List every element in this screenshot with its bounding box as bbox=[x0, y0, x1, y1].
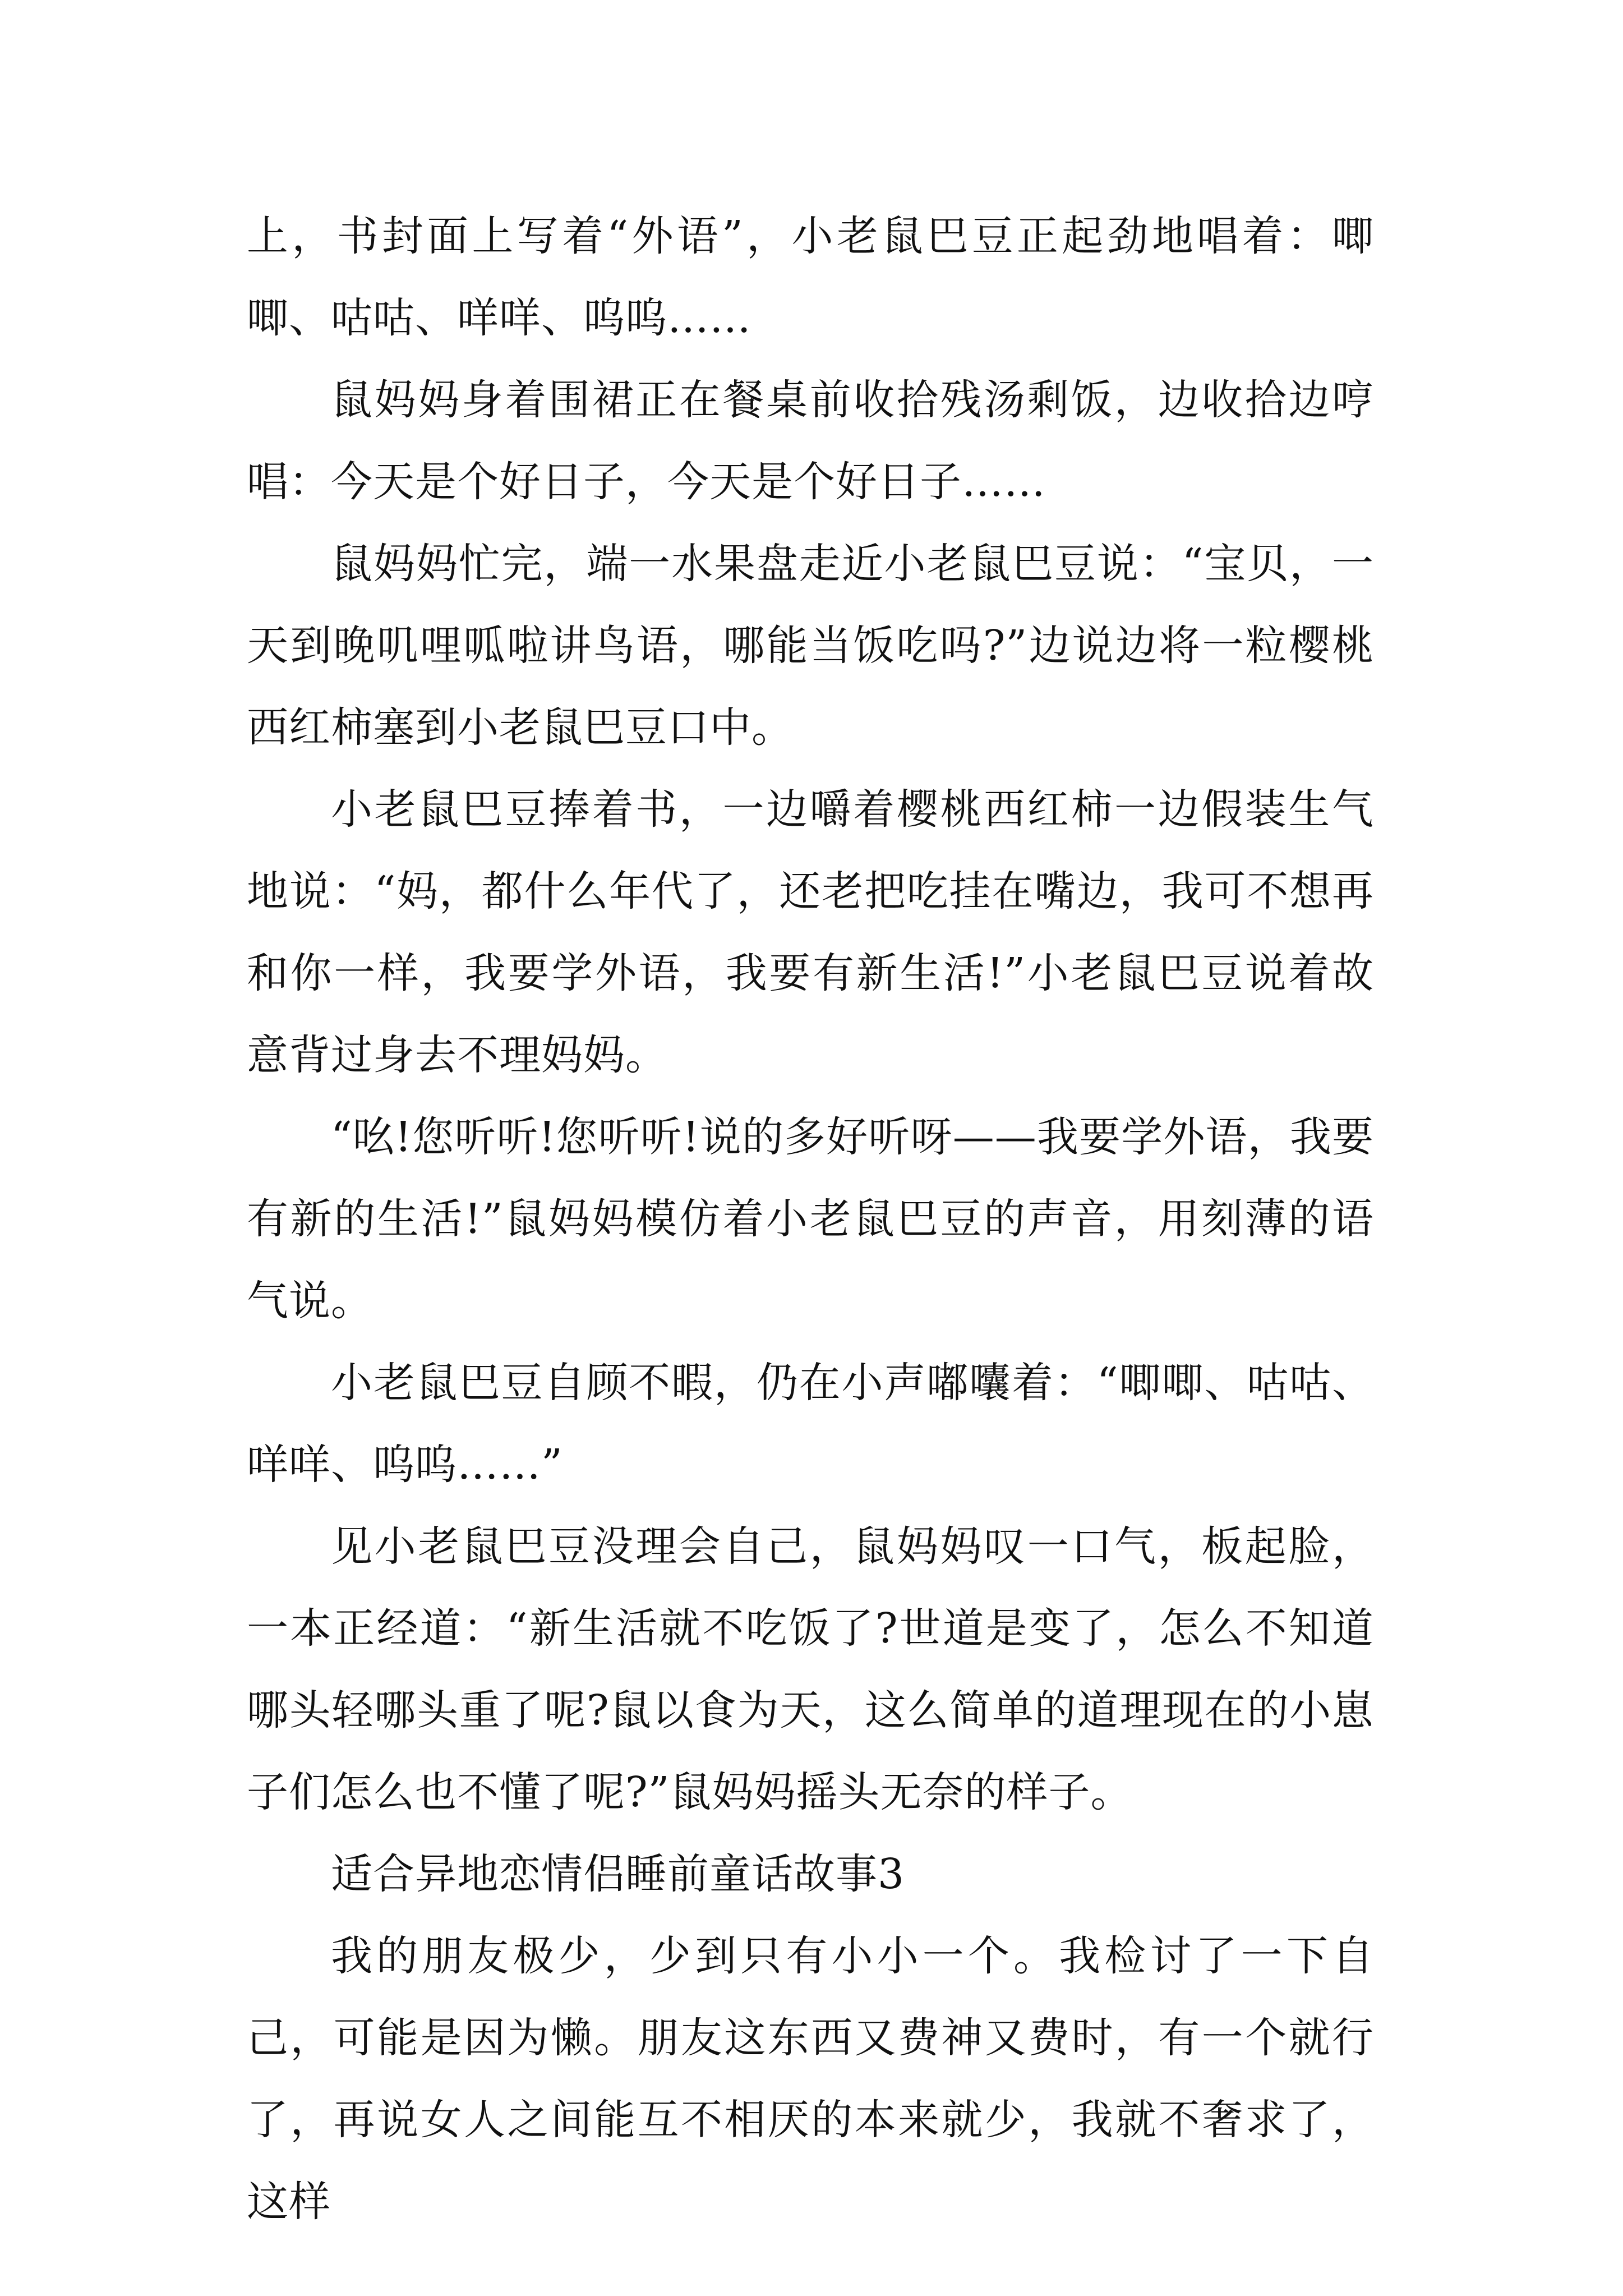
paragraph-8: 我的朋友极少，少到只有小小一个。我检讨了一下自己，可能是因为懒。朋友这东西又费神又费时，有一个就行了，再说女人之间能互不相厌的本来就少，我就不奢求了，这样 bbox=[247, 1932, 1374, 2226]
paragraph-3: 鼠妈妈忙完，端一水果盘走近小老鼠巴豆说：“宝贝，一天到晚叽哩呱啦讲鸟语，哪能当饭吃吗?”边说边将一粒樱桃西红柿塞到小老鼠巴豆口中。 bbox=[247, 540, 1374, 752]
document-body bbox=[247, 195, 1374, 2243]
section-heading: 适合异地恋情侣睡前童话故事3 bbox=[331, 1850, 905, 1898]
paragraph-2: 鼠妈妈身着围裙正在餐桌前收拾残汤剩饭，边收拾边哼唱：今天是个好日子，今天是个好日子…… bbox=[247, 376, 1374, 506]
paragraph-1: 上，书封面上写着“外语”，小老鼠巴豆正起劲地唱着：唧唧、咕咕、咩咩、呜呜…… bbox=[247, 212, 1374, 342]
paragraph-6: 小老鼠巴豆自顾不暇，仍在小声嘟囔着：“唧唧、咕咕、咩咩、呜呜……” bbox=[247, 1359, 1374, 1489]
paragraph-7: 见小老鼠巴豆没理会自己，鼠妈妈叹一口气，板起脸，一本正经道：“新生活就不吃饭了?世道是变了，怎么不知道哪头轻哪头重了呢?鼠以食为天，这么简单的道理现在的小崽子们怎么也不懂了呢?”鼠妈妈摇头无奈的样子。 bbox=[247, 1522, 1374, 1816]
paragraph-5: “吆!您听听!您听听!说的多好听呀——我要学外语，我要有新的生活!”鼠妈妈模仿着小老鼠巴豆的声音，用刻薄的语气说。 bbox=[247, 1113, 1374, 1325]
paragraph-4: 小老鼠巴豆捧着书，一边嚼着樱桃西红柿一边假装生气地说：“妈，都什么年代了，还老把吃挂在嘴边，我可不想再和你一样，我要学外语，我要有新生活!”小老鼠巴豆说着故意背过身去不理妈妈。 bbox=[247, 785, 1374, 1079]
